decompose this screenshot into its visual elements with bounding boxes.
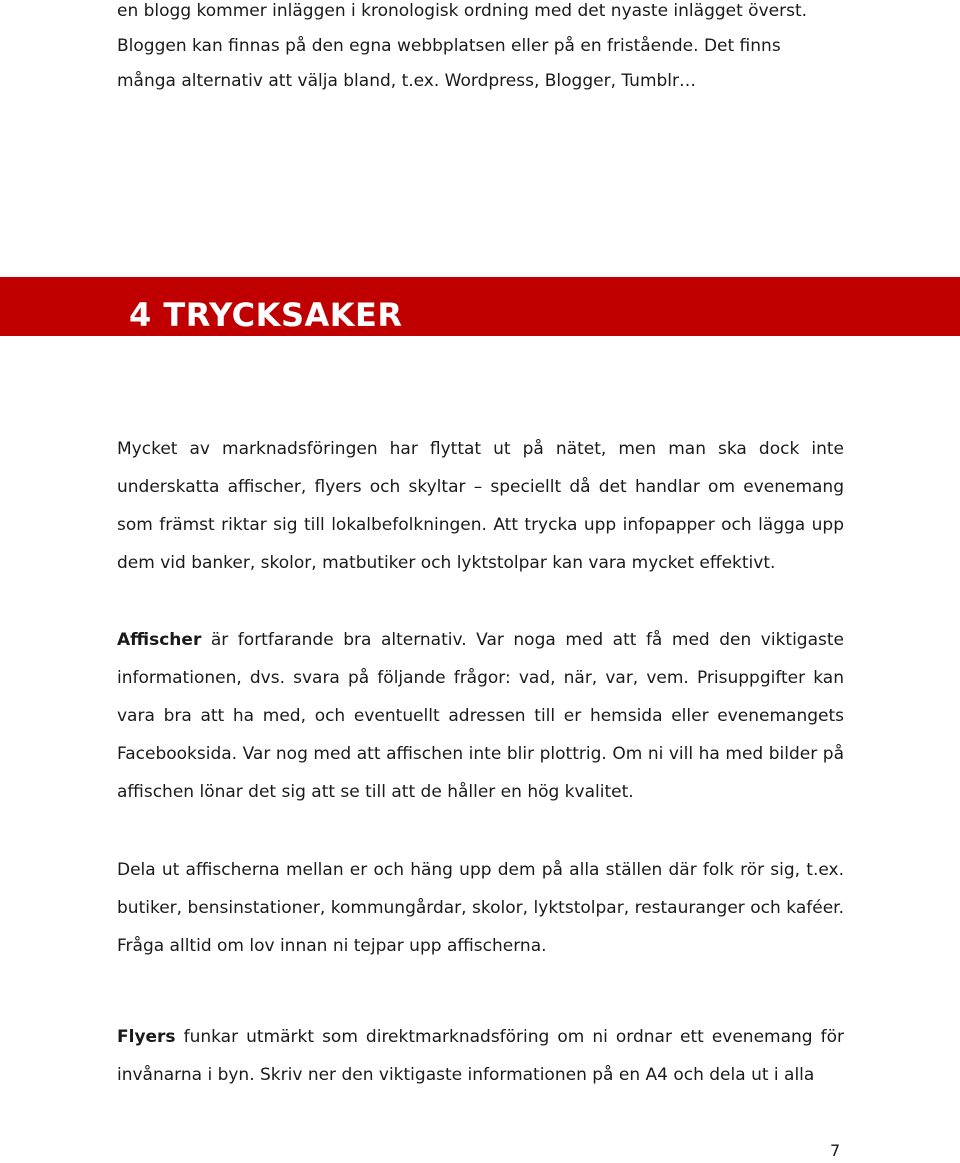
section-banner [0,277,960,336]
intro-paragraph: en blogg kommer inläggen i kronologisk ordning med det nyaste inlägget överst. Bloggen kan finnas på den egna webbplatsen eller på en fristående. Det finns många alternativ att välja bland, t.ex. Wordpress, Blogger, Tumblr… [117,1,808,91]
term-flyers: Flyers [117,1027,176,1047]
page-number: 7 [830,1141,841,1160]
paragraph-flyers-body: funkar utmärkt som direktmarknadsföring om ni ordnar ett evenemang för invånarna i byn. Skriv ner den viktigaste informationen på en A4 och dela ut i alla [117,1027,844,1085]
paragraph-dela-ut: Dela ut affischerna mellan er och häng upp dem på alla ställen där folk rör sig, t.ex. butiker, bensinstationer, kommungårdar, skolor, lyktstolpar, restauranger och kaféer. Fråga alltid om lov innan ni tejpar upp affischerna. [117,860,844,956]
section-title: 4 TRYCKSAKER [129,296,403,334]
paragraph-flyers [117,1018,844,1094]
paragraph-trycksaker: Mycket av marknadsföringen har flyttat ut på nätet, men man ska dock inte underskatta affischer, flyers och skyltar – speciellt då det handlar om evenemang som främst riktar sig till lokalbefolkningen. Att trycka upp infopapper och lägga upp dem vid banker, skolor, matbutiker och lyktstolpar kan vara mycket effektivt. [117,439,844,573]
paragraph-affischer [117,621,844,811]
term-affischer: Affischer [117,630,202,650]
paragraph-affischer-body: är fortfarande bra alternativ. Var noga med att få med den viktigaste informationen, dvs. svara på följande frågor: vad, när, var, vem. Prisuppgifter kan vara bra att ha med, och eventuellt adressen till er hemsida eller evenemangets Facebooksida. Var nog med att affischen inte blir plottrig. Om ni vill ha med bilder på affischen lönar det sig att se till att de håller en hög kvalitet. [117,630,844,802]
